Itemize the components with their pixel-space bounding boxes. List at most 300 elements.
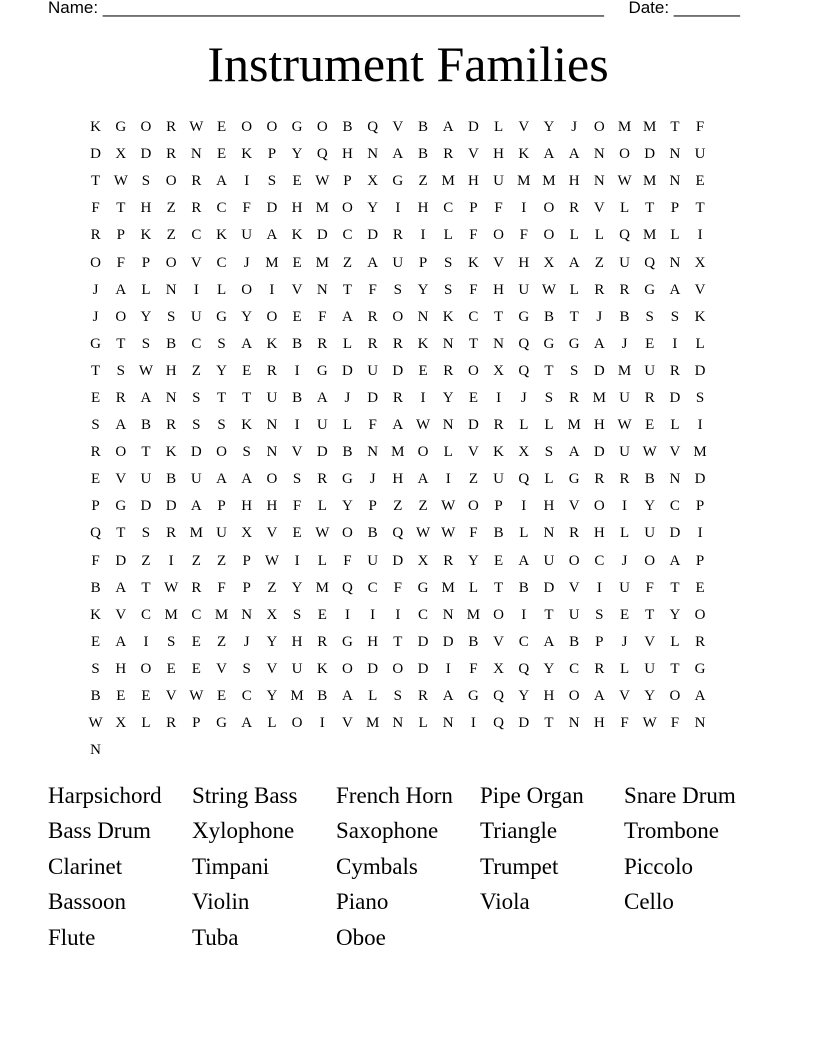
grid-letter: Z	[216, 552, 227, 569]
grid-letter: C	[216, 254, 227, 271]
grid-letter: V	[165, 688, 177, 705]
grid-letter: A	[241, 471, 253, 488]
grid-letter: W	[441, 498, 456, 515]
grid-letter: F	[242, 200, 251, 217]
grid-letter: M	[693, 444, 707, 461]
grid-letter: C	[367, 579, 378, 596]
grid-letter: V	[493, 254, 505, 271]
grid-letter: E	[116, 688, 126, 705]
grid-letter: W	[88, 715, 103, 732]
grid-letter: M	[441, 579, 455, 596]
grid-letter: H	[593, 417, 605, 434]
grid-letter: T	[569, 308, 579, 325]
grid-letter: S	[116, 362, 125, 379]
grid-letter: J	[571, 119, 578, 136]
grid-letter: V	[266, 525, 278, 542]
grid-letter: G	[342, 471, 353, 488]
grid-letter: S	[544, 444, 554, 461]
grid-letter: B	[342, 119, 353, 136]
grid-letter: Y	[241, 308, 253, 325]
grid-letter: Z	[393, 498, 403, 515]
grid-letter: H	[593, 715, 605, 732]
grid-letter: O	[342, 660, 353, 677]
grid-letter: I	[420, 389, 426, 406]
word-list-item: Clarinet	[48, 853, 123, 879]
grid-letter: S	[393, 688, 403, 705]
grid-letter: B	[644, 471, 655, 488]
grid-letter: I	[496, 389, 502, 406]
grid-letter: H	[493, 281, 505, 298]
grid-letter: N	[543, 525, 555, 542]
grid-letter: O	[568, 688, 580, 705]
grid-letter: R	[191, 579, 202, 596]
grid-letter: V	[115, 471, 127, 488]
grid-letter: S	[217, 335, 226, 352]
grid-letter: E	[695, 173, 705, 190]
grid-letter: D	[694, 471, 706, 488]
grid-letter: D	[669, 525, 681, 542]
grid-letter: J	[520, 389, 527, 406]
grid-letter: Y	[442, 389, 454, 406]
grid-letter: F	[343, 552, 352, 569]
grid-letter: S	[267, 173, 277, 190]
grid-letter: F	[469, 525, 478, 542]
grid-letter: F	[116, 254, 125, 271]
grid-letter: R	[569, 525, 580, 542]
grid-letter: A	[216, 173, 227, 190]
grid-letter: N	[669, 471, 681, 488]
grid-letter: R	[166, 715, 177, 732]
grid-letter: G	[417, 579, 429, 596]
grid-letter: Y	[467, 552, 479, 569]
grid-letter: J	[92, 281, 99, 298]
grid-letter: S	[91, 660, 100, 677]
word-list-item: Xylophone	[192, 818, 295, 844]
grid-letter: S	[242, 444, 251, 461]
grid-letter: I	[269, 281, 275, 298]
grid-letter: K	[241, 417, 253, 434]
grid-letter: A	[568, 146, 580, 163]
grid-letter: C	[191, 606, 202, 623]
grid-letter: I	[143, 633, 149, 650]
grid-letter: Y	[367, 200, 379, 217]
grid-letter: I	[420, 227, 426, 244]
grid-letter: E	[216, 146, 227, 163]
grid-letter: E	[468, 389, 478, 406]
grid-letter: A	[241, 335, 253, 352]
grid-letter: D	[417, 633, 429, 650]
grid-letter: O	[140, 660, 152, 677]
grid-letter: A	[593, 335, 605, 352]
grid-letter: F	[217, 579, 226, 596]
grid-letter: X	[367, 173, 379, 190]
grid-letter: F	[469, 281, 478, 298]
grid-letter: H	[467, 173, 479, 190]
grid-letter: P	[670, 200, 680, 217]
grid-letter: R	[493, 417, 504, 434]
grid-letter: E	[292, 254, 302, 271]
grid-letter: F	[670, 715, 680, 732]
grid-letter: N	[593, 146, 605, 163]
grid-letter: Y	[266, 633, 278, 650]
grid-letter: B	[166, 335, 177, 352]
grid-letter: O	[568, 552, 580, 569]
grid-letter: U	[266, 389, 278, 406]
grid-letter: V	[291, 444, 303, 461]
grid-letter: N	[316, 281, 328, 298]
grid-letter: V	[467, 444, 479, 461]
grid-letter: W	[642, 444, 657, 461]
grid-letter: C	[191, 227, 202, 244]
grid-letter: B	[518, 579, 529, 596]
word-list-item: Trombone	[624, 818, 719, 844]
grid-letter: T	[645, 200, 655, 217]
grid-letter: I	[470, 715, 476, 732]
letter-grid	[83, 114, 713, 764]
grid-letter: K	[165, 444, 177, 461]
grid-letter: J	[243, 254, 250, 271]
grid-letter: V	[593, 200, 605, 217]
grid-letter: I	[672, 335, 678, 352]
grid-letter: S	[192, 417, 201, 434]
grid-letter: W	[189, 119, 204, 136]
grid-letter: R	[392, 389, 403, 406]
grid-letter: G	[392, 173, 404, 190]
grid-letter: L	[443, 227, 453, 244]
grid-letter: D	[467, 417, 479, 434]
grid-letter: A	[342, 308, 353, 325]
grid-letter: V	[568, 579, 580, 596]
grid-letter: J	[243, 633, 250, 650]
name-field	[48, 0, 604, 18]
grid-letter: I	[244, 173, 250, 190]
grid-letter: R	[392, 227, 403, 244]
grid-letter: R	[594, 660, 605, 677]
grid-letter: O	[266, 119, 278, 136]
grid-letter: U	[644, 525, 656, 542]
grid-letter: O	[140, 119, 152, 136]
grid-letter: B	[367, 525, 378, 542]
grid-letter: D	[316, 444, 328, 461]
grid-letter: H	[417, 200, 429, 217]
grid-letter: D	[593, 362, 605, 379]
grid-letter: J	[92, 308, 99, 325]
grid-letter: T	[695, 200, 705, 217]
grid-letter: R	[669, 362, 680, 379]
grid-letter: D	[115, 552, 127, 569]
grid-letter: H	[568, 173, 580, 190]
grid-letter: N	[417, 308, 429, 325]
grid-letter: V	[644, 633, 656, 650]
grid-letter: E	[141, 688, 151, 705]
grid-letter: O	[266, 471, 278, 488]
grid-letter: T	[91, 362, 101, 379]
grid-letter: L	[695, 335, 705, 352]
grid-letter: E	[494, 552, 504, 569]
grid-letter: K	[467, 254, 479, 271]
grid-letter: I	[294, 552, 300, 569]
grid-letter: D	[140, 146, 152, 163]
grid-letter: I	[697, 227, 703, 244]
grid-letter: R	[266, 362, 277, 379]
grid-letter: T	[116, 335, 126, 352]
grid-letter: M	[567, 417, 581, 434]
grid-letter: V	[619, 688, 630, 705]
grid-letter: D	[367, 389, 379, 406]
grid-letter: P	[469, 200, 478, 217]
grid-letter: U	[367, 552, 379, 569]
word-list-item: Triangle	[480, 818, 558, 844]
word-list-item: Piccolo	[624, 853, 693, 879]
grid-letter: A	[568, 444, 580, 461]
grid-letter: A	[392, 417, 404, 434]
grid-letter: L	[468, 579, 478, 596]
grid-letter: O	[342, 525, 353, 542]
grid-letter: X	[543, 254, 555, 271]
grid-letter: E	[645, 335, 655, 352]
grid-letter: L	[519, 525, 529, 542]
grid-letter: Y	[291, 579, 303, 596]
grid-letter: N	[442, 715, 454, 732]
grid-letter: I	[344, 606, 350, 623]
grid-letter: S	[141, 525, 151, 542]
grid-letter: K	[90, 606, 102, 623]
grid-letter: P	[343, 173, 352, 190]
grid-letter: Q	[518, 660, 530, 677]
grid-letter: C	[418, 606, 429, 623]
grid-letter: W	[541, 281, 557, 298]
grid-letter: K	[140, 227, 152, 244]
grid-letter: V	[115, 606, 127, 623]
grid-letter: A	[115, 281, 127, 298]
grid-letter: R	[443, 552, 454, 569]
grid-letter: A	[342, 688, 353, 705]
grid-letter: G	[115, 119, 127, 136]
grid-letter: U	[190, 308, 202, 325]
grid-letter: P	[192, 715, 201, 732]
grid-letter: C	[468, 308, 479, 325]
grid-letter: A	[392, 146, 404, 163]
grid-letter: L	[519, 417, 529, 434]
grid-letter: M	[189, 525, 204, 542]
word-list-item: French Horn	[336, 782, 453, 808]
grid-letter: W	[264, 552, 279, 569]
grid-letter: Z	[267, 579, 277, 596]
grid-letter: V	[518, 119, 530, 136]
grid-letter: B	[90, 579, 101, 596]
grid-letter: H	[593, 525, 605, 542]
grid-letter: W	[415, 525, 431, 542]
grid-letter: V	[694, 281, 706, 298]
grid-letter: B	[317, 688, 328, 705]
grid-letter: R	[695, 633, 706, 650]
grid-letter: D	[266, 200, 278, 217]
grid-letter: L	[494, 119, 504, 136]
grid-letter: C	[140, 606, 151, 623]
word-list-item: Tuba	[192, 924, 239, 950]
grid-letter: A	[241, 715, 253, 732]
grid-letter: S	[569, 362, 579, 379]
grid-letter: A	[568, 254, 580, 271]
grid-letter: N	[669, 254, 681, 271]
grid-letter: Y	[417, 281, 429, 298]
grid-letter: K	[518, 146, 530, 163]
grid-letter: M	[315, 579, 329, 596]
grid-letter: M	[517, 173, 531, 190]
grid-letter: L	[670, 417, 680, 434]
grid-letter: D	[367, 227, 379, 244]
grid-letter: K	[417, 335, 429, 352]
grid-letter: E	[191, 633, 201, 650]
grid-letter: W	[315, 525, 330, 542]
grid-letter: V	[568, 498, 580, 515]
grid-letter: Q	[619, 227, 630, 244]
grid-letter: V	[392, 119, 404, 136]
grid-letter: D	[543, 579, 555, 596]
grid-letter: N	[367, 146, 379, 163]
grid-letter: F	[469, 227, 478, 244]
grid-letter: W	[617, 417, 632, 434]
grid-letter: V	[493, 633, 505, 650]
grid-letter: H	[543, 498, 555, 515]
grid-letter: F	[519, 227, 528, 244]
grid-letter: R	[367, 335, 378, 352]
grid-letter: I	[521, 498, 527, 515]
grid-letter: N	[442, 335, 454, 352]
grid-letter: R	[367, 308, 378, 325]
grid-letter: D	[593, 444, 605, 461]
grid-letter: O	[593, 119, 605, 136]
grid-letter: Q	[342, 579, 353, 596]
grid-letter: X	[493, 660, 505, 677]
grid-letter: M	[542, 173, 556, 190]
grid-letter: Z	[594, 254, 604, 271]
grid-letter: X	[518, 444, 530, 461]
grid-letter: J	[596, 308, 603, 325]
grid-letter: G	[644, 281, 656, 298]
grid-letter: N	[568, 715, 580, 732]
grid-letter: W	[113, 173, 128, 190]
grid-letter: N	[165, 389, 177, 406]
grid-letter: W	[164, 579, 179, 596]
grid-letter: L	[619, 200, 630, 217]
grid-letter: I	[521, 606, 527, 623]
grid-letter: G	[568, 471, 580, 488]
grid-letter: G	[694, 660, 706, 677]
grid-letter: B	[619, 308, 630, 325]
grid-letter: M	[643, 119, 657, 136]
grid-letter: V	[291, 281, 303, 298]
grid-letter: O	[669, 688, 681, 705]
grid-letter: L	[619, 525, 630, 542]
grid-letter: N	[669, 146, 681, 163]
grid-letter: R	[569, 200, 580, 217]
grid-letter: S	[544, 389, 554, 406]
grid-letter: T	[670, 119, 680, 136]
grid-letter: G	[568, 335, 580, 352]
grid-letter: M	[315, 200, 329, 217]
grid-letter: T	[141, 444, 151, 461]
grid-letter: G	[518, 308, 530, 325]
grid-letter: D	[342, 362, 353, 379]
grid-letter: F	[645, 579, 654, 596]
grid-letter: L	[569, 227, 579, 244]
name-blank-line: _____________________________________________________	[102, 0, 604, 17]
grid-letter: I	[697, 525, 703, 542]
grid-letter: R	[166, 417, 177, 434]
grid-letter: S	[292, 471, 302, 488]
grid-letter: O	[619, 146, 630, 163]
date-field	[628, 0, 740, 18]
grid-letter: Z	[166, 227, 176, 244]
grid-letter: N	[266, 444, 278, 461]
grid-letter: U	[291, 660, 303, 677]
grid-letter: R	[191, 173, 202, 190]
grid-letter: L	[443, 444, 453, 461]
grid-letter: M	[164, 606, 178, 623]
grid-letter: J	[621, 633, 628, 650]
name-label: Name:	[48, 0, 99, 17]
grid-letter: C	[569, 660, 580, 677]
grid-letter: N	[442, 606, 454, 623]
grid-letter: R	[443, 146, 454, 163]
grid-letter: P	[695, 552, 705, 569]
grid-letter: Q	[493, 688, 505, 705]
grid-letter: U	[493, 173, 505, 190]
grid-letter: A	[316, 389, 328, 406]
grid-letter: A	[417, 471, 429, 488]
grid-letter: R	[644, 389, 655, 406]
grid-letter: A	[543, 146, 555, 163]
grid-letter: Q	[518, 362, 530, 379]
grid-letter: O	[115, 444, 127, 461]
grid-letter: Y	[669, 606, 681, 623]
grid-letter: L	[569, 281, 579, 298]
grid-letter: V	[342, 715, 353, 732]
grid-letter: I	[294, 417, 300, 434]
grid-letter: M	[617, 362, 632, 379]
grid-letter: I	[319, 715, 325, 732]
grid-letter: M	[466, 606, 481, 623]
grid-letter: R	[443, 362, 454, 379]
grid-letter: S	[444, 281, 453, 298]
word-list-item: Flute	[48, 924, 96, 950]
grid-letter: Y	[266, 688, 278, 705]
grid-letter: B	[569, 633, 580, 650]
grid-letter: V	[190, 254, 202, 271]
word-list-item: Viola	[480, 889, 530, 915]
grid-letter: D	[90, 146, 102, 163]
grid-letter: I	[697, 417, 703, 434]
grid-letter: S	[217, 417, 226, 434]
grid-letter: R	[569, 389, 580, 406]
grid-letter: A	[518, 552, 530, 569]
grid-letter: S	[670, 308, 680, 325]
grid-letter: U	[568, 606, 580, 623]
grid-letter: T	[242, 389, 252, 406]
grid-letter: A	[669, 281, 681, 298]
grid-letter: Z	[191, 552, 201, 569]
grid-letter: L	[267, 715, 277, 732]
grid-letter: L	[544, 471, 554, 488]
word-list-item: Cymbals	[336, 853, 418, 879]
grid-letter: N	[669, 173, 681, 190]
date-label: Date:	[628, 0, 670, 17]
grid-letter: O	[342, 200, 353, 217]
grid-letter: E	[317, 606, 327, 623]
grid-letter: F	[91, 552, 100, 569]
grid-letter: H	[291, 633, 303, 650]
